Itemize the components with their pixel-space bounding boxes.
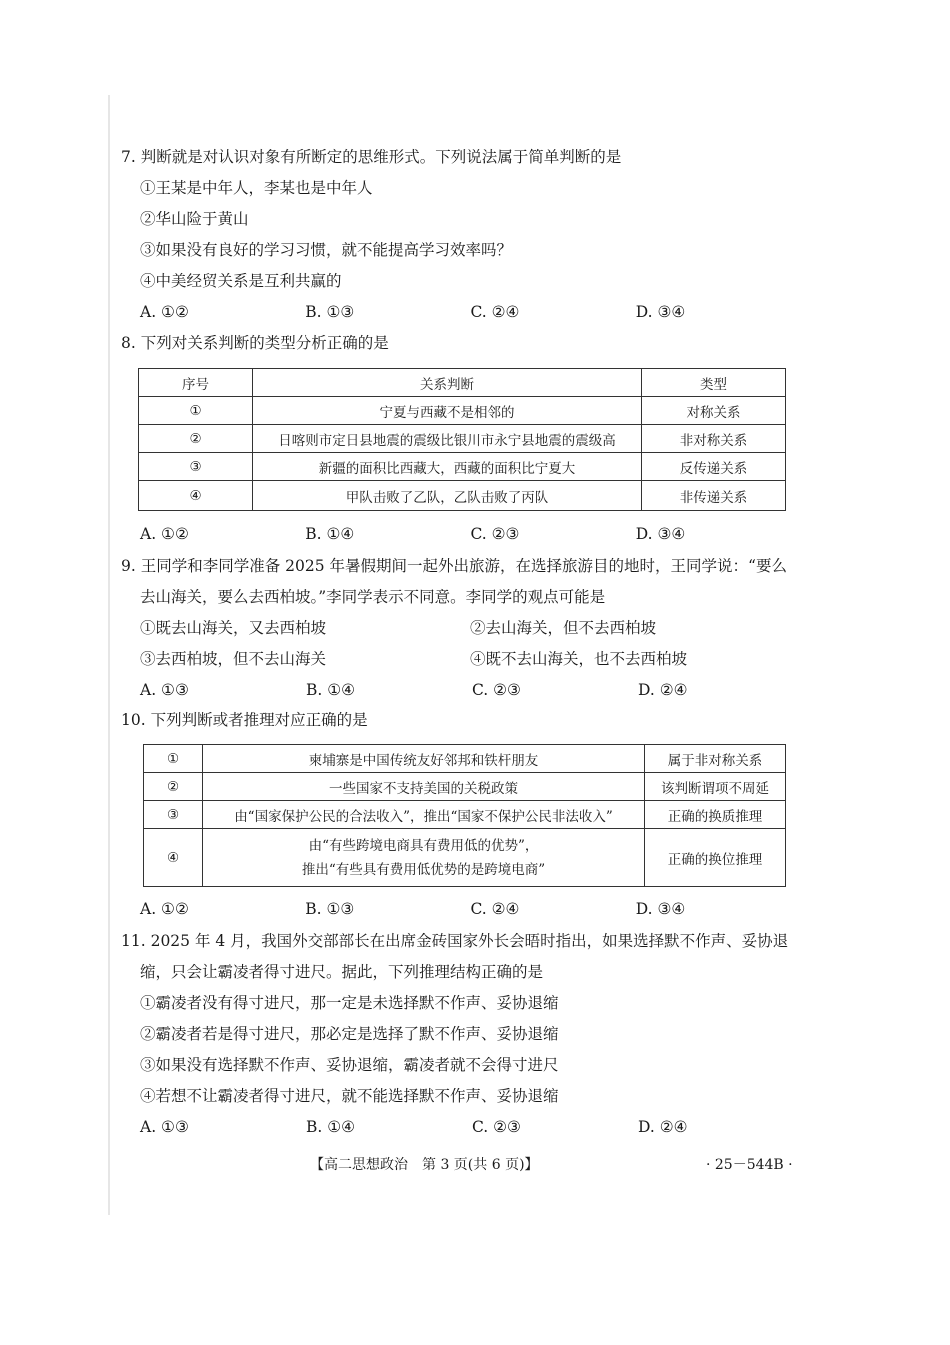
- table-cell: 非传递关系: [642, 481, 786, 511]
- question-stem: 9. 王同学和李同学准备 2025 年暑假期间一起外出旅游，在选择旅游目的地时，王同学说：“要么: [121, 557, 787, 575]
- question-stem: 11. 2025 年 4 月，我国外交部部长在出席金砖国家外长会晤时指出，如果选择默不作声、妥协退: [121, 932, 789, 950]
- answer-options: [121, 1112, 811, 1143]
- table-cell: 正确的换质推理: [645, 801, 786, 829]
- table-row: [144, 829, 786, 887]
- answer-options: [121, 894, 801, 925]
- option-c: C. ②③: [470, 525, 520, 543]
- option-c: C. ②④: [470, 900, 520, 918]
- statement-item: ③去西柏坡，但不去山海关: [140, 650, 327, 668]
- question-10-options: [121, 894, 801, 925]
- statement-item: ③如果没有选择默不作声、妥协退缩，霸凌者就不会得寸进尺: [140, 1056, 559, 1074]
- statement-item: ②去山海关，但不去西柏坡: [470, 619, 657, 637]
- table-cell: 新疆的面积比西藏大，西藏的面积比宁夏大: [253, 453, 642, 481]
- option-a: A. ①②: [140, 525, 189, 543]
- table-cell: 柬埔寨是中国传统友好邻邦和铁杆朋友: [203, 745, 645, 773]
- table-cell: 反传递关系: [642, 453, 786, 481]
- answer-options: [121, 297, 801, 328]
- table-header: 序号: [139, 369, 253, 397]
- table-header: 类型: [642, 369, 786, 397]
- statement-item: ③如果没有良好的学习习惯，就不能提高学习效率吗？: [140, 241, 513, 259]
- table-cell: ④: [139, 481, 253, 511]
- table-row: [139, 481, 786, 511]
- statement-item: ①王某是中年人，李某也是中年人: [140, 179, 373, 197]
- table-cell: ①: [144, 745, 203, 773]
- table-cell: 由“国家保护公民的合法收入”，推出“国家不保护公民非法收入”: [203, 801, 645, 829]
- table-cell: ①: [139, 397, 253, 425]
- table-cell: 甲队击败了乙队，乙队击败了丙队: [253, 481, 642, 511]
- question-8-options: [121, 519, 801, 550]
- table-cell: 由“有些跨境电商具有费用低的优势”， 推出“有些具有费用低优势的是跨境电商”: [203, 829, 645, 887]
- table-cell: 非对称关系: [642, 425, 786, 453]
- exam-code: · 25－544B ·: [706, 1157, 793, 1173]
- statement-pair: [121, 613, 811, 644]
- scan-edge-shadow: [108, 95, 110, 1215]
- question-7: [121, 142, 801, 328]
- question-stem: 10. 下列判断或者推理对应正确的是: [121, 711, 368, 729]
- statement-pair: [121, 644, 811, 675]
- question-stem-continued: 去山海关，要么去西柏坡。”李同学表示不同意。李同学的观点可能是: [140, 588, 606, 606]
- table-cell: 对称关系: [642, 397, 786, 425]
- table-cell: 宁夏与西藏不是相邻的: [253, 397, 642, 425]
- statement-item: ①霸凌者没有得寸进尺，那一定是未选择默不作声、妥协退缩: [140, 994, 559, 1012]
- option-d: D. ③④: [635, 900, 686, 918]
- option-a: A. ①②: [140, 900, 189, 918]
- option-a: A. ①③: [140, 1118, 189, 1136]
- option-b: B. ①③: [305, 900, 355, 918]
- option-d: D. ③④: [635, 303, 686, 321]
- statement-item: ①既去山海关，又去西柏坡: [140, 619, 327, 637]
- question-10: [121, 705, 801, 736]
- table-cell: 日喀则市定日县地震的震级比银川市永宁县地震的震级高: [253, 425, 642, 453]
- option-a: A. ①③: [140, 681, 189, 699]
- page-footer: 【高二思想政治 第 3 页(共 6 页)】: [310, 1157, 539, 1173]
- statement-item: ④既不去山海关，也不去西柏坡: [470, 650, 688, 668]
- table-cell: ②: [144, 773, 203, 801]
- table-cell: ③: [139, 453, 253, 481]
- table-row: [144, 745, 786, 773]
- statement-item: ④若想不让霸凌者得寸进尺，就不能选择默不作声、妥协退缩: [140, 1087, 559, 1105]
- table-cell: 属于非对称关系: [645, 745, 786, 773]
- question-stem-continued: 缩，只会让霸凌者得寸进尺。据此，下列推理结构正确的是: [140, 963, 544, 981]
- question-9: [121, 551, 811, 706]
- question-stem: 8. 下列对关系判断的类型分析正确的是: [121, 334, 389, 352]
- option-b: B. ①④: [305, 525, 355, 543]
- table-cell: ④: [144, 829, 203, 887]
- table-cell: ③: [144, 801, 203, 829]
- answer-options: [121, 519, 801, 550]
- option-d: D. ②④: [638, 681, 688, 699]
- option-c: C. ②④: [470, 303, 520, 321]
- table-row: [144, 801, 786, 829]
- table-header: 关系判断: [253, 369, 642, 397]
- option-c: C. ②③: [472, 681, 521, 699]
- statement-item: ④中美经贸关系是互利共赢的: [140, 272, 342, 290]
- relation-table: [138, 368, 786, 511]
- question-11: [121, 926, 811, 1143]
- option-b: B. ①③: [305, 303, 355, 321]
- option-c: C. ②③: [472, 1118, 521, 1136]
- option-b: B. ①④: [306, 681, 356, 699]
- question-stem: 7. 判断就是对认识对象有所断定的思维形式。下列说法属于简单判断的是: [121, 148, 622, 166]
- reasoning-table: [143, 744, 786, 887]
- table-cell: 正确的换位推理: [645, 829, 786, 887]
- table-cell: ②: [139, 425, 253, 453]
- statement-item: ②霸凌者若是得寸进尺，那必定是选择了默不作声、妥协退缩: [140, 1025, 559, 1043]
- option-d: D. ③④: [635, 525, 686, 543]
- option-b: B. ①④: [306, 1118, 356, 1136]
- option-a: A. ①②: [140, 303, 189, 321]
- table-cell: 一些国家不支持美国的关税政策: [203, 773, 645, 801]
- table-row: [144, 773, 786, 801]
- table-cell: 该判断谓项不周延: [645, 773, 786, 801]
- table-row: [139, 453, 786, 481]
- statement-item: ②华山险于黄山: [140, 210, 249, 228]
- question-8: [121, 328, 801, 359]
- answer-options: [121, 675, 811, 706]
- option-d: D. ②④: [638, 1118, 688, 1136]
- table-row: [139, 397, 786, 425]
- table-row: [139, 425, 786, 453]
